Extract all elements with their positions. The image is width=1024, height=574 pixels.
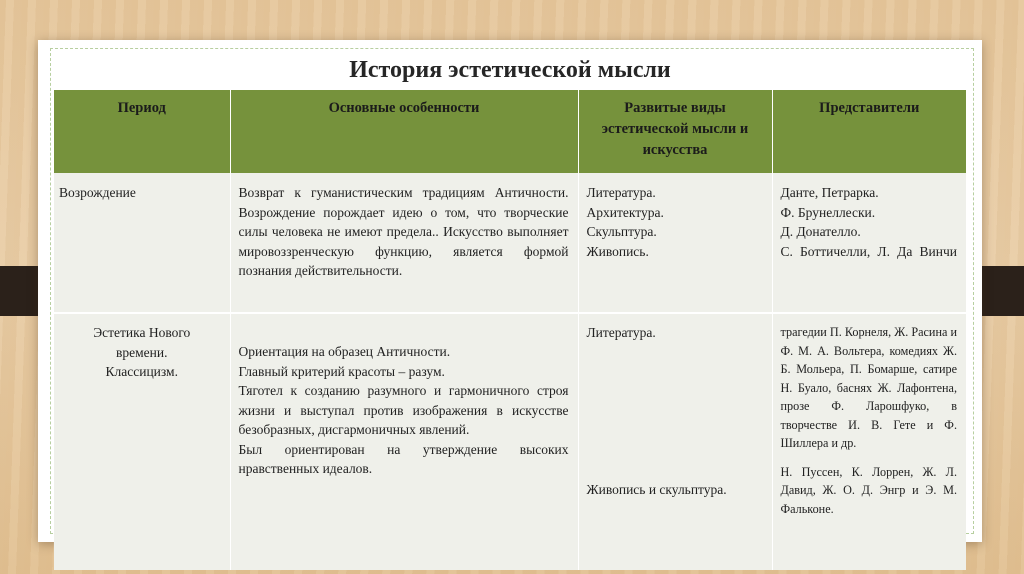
art-item: Скульптура. — [586, 224, 657, 239]
decor-stripe-right — [982, 266, 1024, 316]
header-row — [54, 90, 966, 173]
period-cell: Возрождение — [54, 173, 230, 313]
representative-item: Н. Пуссен, К. Лоррен, Ж. Л. Давид, Ж. О. Д. Энгр и Э. М. Фальконе. — [780, 464, 957, 516]
representatives-cell — [772, 173, 966, 313]
arts-cell — [578, 173, 772, 313]
arts-cell — [578, 313, 772, 570]
art-item: Живопись и скульптура. — [586, 481, 727, 497]
header-arts: Развитые виды эстетической мысли и искусства — [578, 90, 772, 173]
aesthetics-history-table — [54, 90, 966, 570]
table-row — [54, 313, 966, 570]
feature-item: Был ориентирован на утверждение высоких нравственных идеалов. — [238, 441, 569, 476]
art-item: Литература. — [586, 185, 656, 200]
art-item: Живопись. — [586, 243, 649, 259]
header-features: Основные особенности — [230, 90, 578, 173]
feature-item: Ориентация на образец Античности. — [238, 344, 451, 359]
representative-item: С. Боттичелли, Л. Да Винчи — [780, 243, 957, 259]
feature-item: Главный критерий красоты – разум. — [238, 363, 445, 379]
period-line: Классицизм. — [105, 364, 178, 379]
representative-item: Д. Донателло. — [780, 224, 861, 239]
header-period: Период — [54, 90, 230, 173]
features-cell: Возврат к гуманистическим традициям Античности. Возрождение порождает идею о том, что творческие силы человека не имеют предела.. Искусство выполняет мировоззренческую функцию, является формой познания действительности. — [230, 173, 578, 313]
table-row — [54, 173, 966, 313]
slide — [38, 40, 982, 542]
period-line: времени. — [116, 344, 168, 360]
period-line: Эстетика Нового — [93, 325, 191, 340]
representative-item: Данте, Петрарка. — [780, 185, 879, 200]
slide-title: История эстетической мысли — [349, 57, 671, 83]
representatives-cell — [772, 313, 966, 570]
features-cell — [230, 313, 578, 570]
art-item: Архитектура. — [586, 204, 664, 220]
period-cell — [54, 313, 230, 570]
representative-item: трагедии П. Корнеля, Ж. Расина и Ф. М. А. Вольтера, комедиях Ж. Б. Мольера, П. Бомарше, сатире Н. Буало, баснях Ж. Лафонтена, прозе Ф. Ларошфуко, в творчестве И. В. Гете и Ф. Шиллера и др. — [780, 325, 957, 450]
header-representatives: Представители — [772, 90, 966, 173]
art-item: Литература. — [586, 325, 656, 340]
feature-item: Тяготел к созданию разумного и гармоничного строя жизни и выступал против изображения в искусстве безобразных, дисгармоничных явлений. — [238, 383, 569, 437]
representative-item: Ф. Брунеллески. — [780, 204, 876, 220]
decor-stripe-left — [0, 266, 40, 316]
